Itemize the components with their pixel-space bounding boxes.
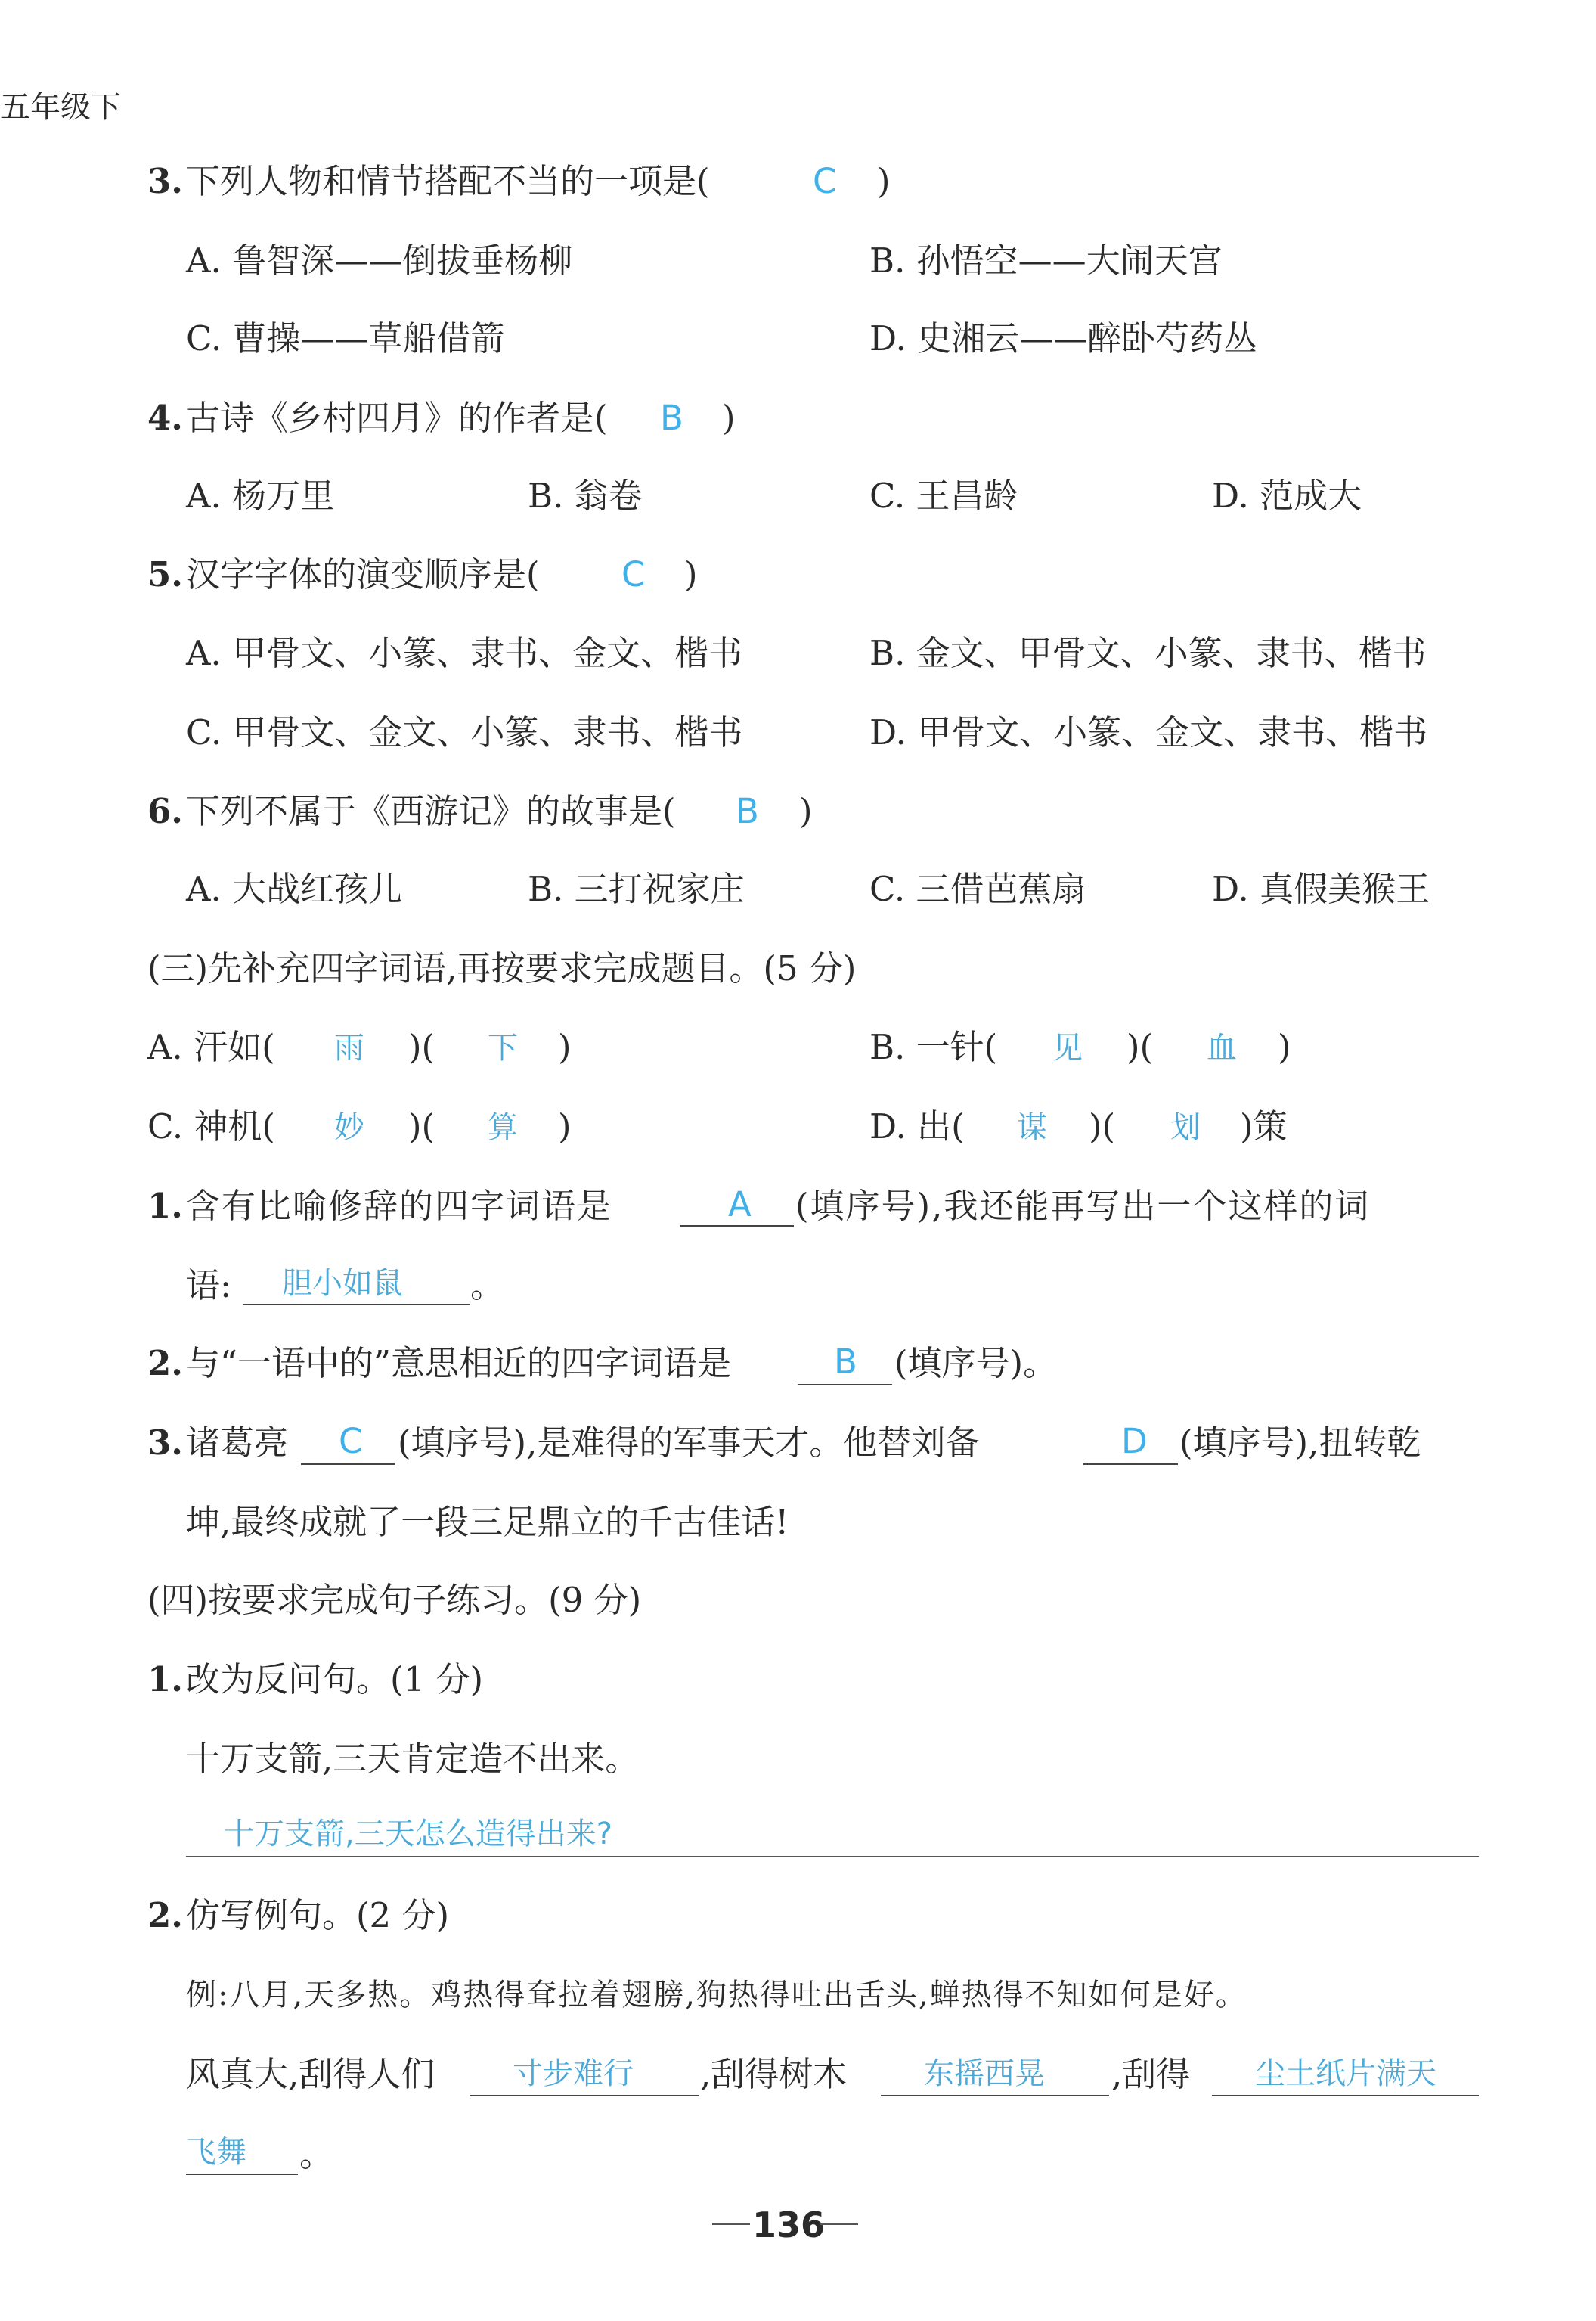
s4-q2-end: 。 [299,2134,334,2174]
s4-q2-answer-1: 寸步难行 [513,2056,634,2091]
s4-q2-line1a: 风真大,刮得人们 [186,2054,435,2094]
idiom-c-answer-1: 妙 [334,1110,364,1145]
q1-text-3: 语: [186,1265,232,1305]
option-d: D. 甲骨文、小篆、金文、隶书、楷书 [869,712,1428,752]
q1-answer-2: 胆小如鼠 [282,1266,403,1301]
idiom-a-answer-2: 下 [488,1031,518,1066]
question-stem: 古诗《乡村四月》的作者是( [186,398,608,438]
close-paren: ) [877,161,891,201]
answer-mark: C [813,161,837,201]
option-c: C. 甲骨文、金文、小篆、隶书、楷书 [186,712,743,752]
option-a: A. 鲁智深——倒拔垂杨柳 [186,240,573,281]
idiom-c-end: ) [558,1106,572,1147]
question-stem: 下列不属于《西游记》的故事是( [186,791,676,831]
q3-text-1: 诸葛亮 [186,1423,289,1463]
idiom-b-mid: )( [1126,1027,1154,1067]
s4-q2-title: 仿写例句。(2 分) [186,1895,450,1935]
option-d: D. 史湘云——醉卧芍药丛 [869,318,1258,358]
option-b: B. 三打祝家庄 [528,869,745,909]
s4-q1-title: 改为反问句。(1 分) [186,1659,484,1699]
question-number: 2. [147,1343,183,1383]
q3-text-2: (填序号),是难得的军事天才。他替刘备 [398,1423,980,1463]
q3-text-3: (填序号),扭转乾 [1179,1423,1421,1463]
q3-answer-1: C [339,1421,363,1461]
q1-blank-2 [243,1304,470,1305]
option-b: B. 金文、甲骨文、小篆、隶书、楷书 [869,633,1427,673]
q3-blank-1 [301,1463,395,1465]
idiom-d-end: )策 [1240,1106,1288,1147]
question-number: 2. [147,1895,183,1935]
s4-q2-blank-3 [1212,2095,1479,2096]
idiom-b-end: ) [1278,1027,1291,1067]
question-number: 6. [147,791,183,831]
idiom-b-answer-1: 见 [1052,1031,1083,1066]
question-number: 4. [147,398,183,438]
s4-q2-answer-2: 东摇西晃 [924,2056,1045,2091]
s4-q2-example: 例:八月,天多热。鸡热得耷拉着翅膀,狗热得吐出舌头,蝉热得不知如何是好。 [186,1978,1247,2012]
q1-answer-1: A [728,1184,752,1224]
page-number-dash-right [820,2223,858,2225]
answer-mark: C [621,554,646,594]
option-d: D. 真假美猴王 [1212,869,1430,909]
q1-text-2: (填序号),我还能再写出一个这样的词 [795,1186,1371,1226]
answer-mark: B [660,398,683,438]
s4-q2-line1b: ,刮得树木 [700,2054,848,2094]
q2-text-1: 与“一语中的”意思相近的四字词语是 [186,1343,732,1383]
s4-q2-line1c: ,刮得 [1111,2054,1191,2094]
q2-answer: B [834,1342,857,1382]
option-b: B. 孙悟空——大闹天宫 [869,240,1223,281]
idiom-d-answer-2: 划 [1170,1110,1201,1145]
q2-text-2: (填序号)。 [894,1343,1058,1383]
idiom-a-prefix: A. 汗如( [147,1027,275,1067]
close-paren: ) [722,398,736,438]
page-number-dash-left [712,2223,750,2225]
idiom-c-answer-2: 算 [488,1110,518,1145]
option-c: C. 曹操——草船借箭 [186,318,505,358]
idiom-c-prefix: C. 神机( [147,1106,275,1147]
idiom-a-answer-1: 雨 [334,1031,364,1066]
answer-mark: B [736,791,759,831]
idiom-d-prefix: D. 出( [869,1106,965,1147]
option-d: D. 范成大 [1212,476,1362,516]
s4-q2-blank-3-cont [186,2174,298,2175]
s4-q1-answer-line [186,1856,1479,1857]
q1-blank-1 [680,1225,794,1227]
close-paren: ) [684,554,698,594]
option-b: B. 翁卷 [528,476,643,516]
idiom-c-mid: )( [408,1106,435,1147]
page-number: 136 [752,2205,826,2245]
s4-q2-answer-3a: 尘土纸片满天 [1255,2056,1436,2091]
q3-answer-2: D [1121,1421,1148,1461]
q1-text-1: 含有比喻修辞的四字词语是 [186,1186,613,1226]
option-c: C. 三借芭蕉扇 [869,869,1086,909]
question-stem: 下列人物和情节搭配不当的一项是( [186,161,710,201]
s4-q2-blank-2 [881,2095,1109,2096]
s4-q1-sentence: 十万支箭,三天肯定造不出来。 [186,1739,640,1779]
question-number: 1. [147,1659,183,1699]
idiom-b-answer-2: 血 [1207,1031,1237,1066]
close-paren: ) [799,791,813,831]
grade-header: 五年级下 [0,90,121,125]
question-stem: 汉字字体的演变顺序是( [186,554,540,594]
option-a: A. 大战红孩儿 [186,869,403,909]
q3-text-4: 坤,最终成就了一段三足鼎立的千古佳话! [186,1502,789,1542]
option-c: C. 王昌龄 [869,476,1018,516]
question-number: 5. [147,554,183,594]
question-number: 1. [147,1186,183,1226]
q2-blank [798,1384,892,1385]
s4-q2-answer-3b: 飞舞 [186,2135,246,2170]
idiom-a-mid: )( [408,1027,435,1067]
s4-q1-answer: 十万支箭,三天怎么造得出来? [224,1817,612,1851]
section-title: (三)先补充四字词语,再按要求完成题目。(5 分) [147,948,857,988]
q3-blank-2 [1083,1463,1178,1465]
q1-end: 。 [470,1265,505,1305]
idiom-d-mid: )( [1089,1106,1116,1147]
question-number: 3. [147,1423,183,1463]
option-a: A. 杨万里 [186,476,335,516]
option-a: A. 甲骨文、小篆、隶书、金文、楷书 [186,633,743,673]
idiom-b-prefix: B. 一针( [869,1027,998,1067]
idiom-a-end: ) [558,1027,572,1067]
idiom-d-answer-1: 谋 [1017,1110,1047,1145]
s4-q2-blank-1 [470,2095,699,2096]
question-number: 3. [147,161,183,201]
section-title: (四)按要求完成句子练习。(9 分) [147,1580,642,1620]
